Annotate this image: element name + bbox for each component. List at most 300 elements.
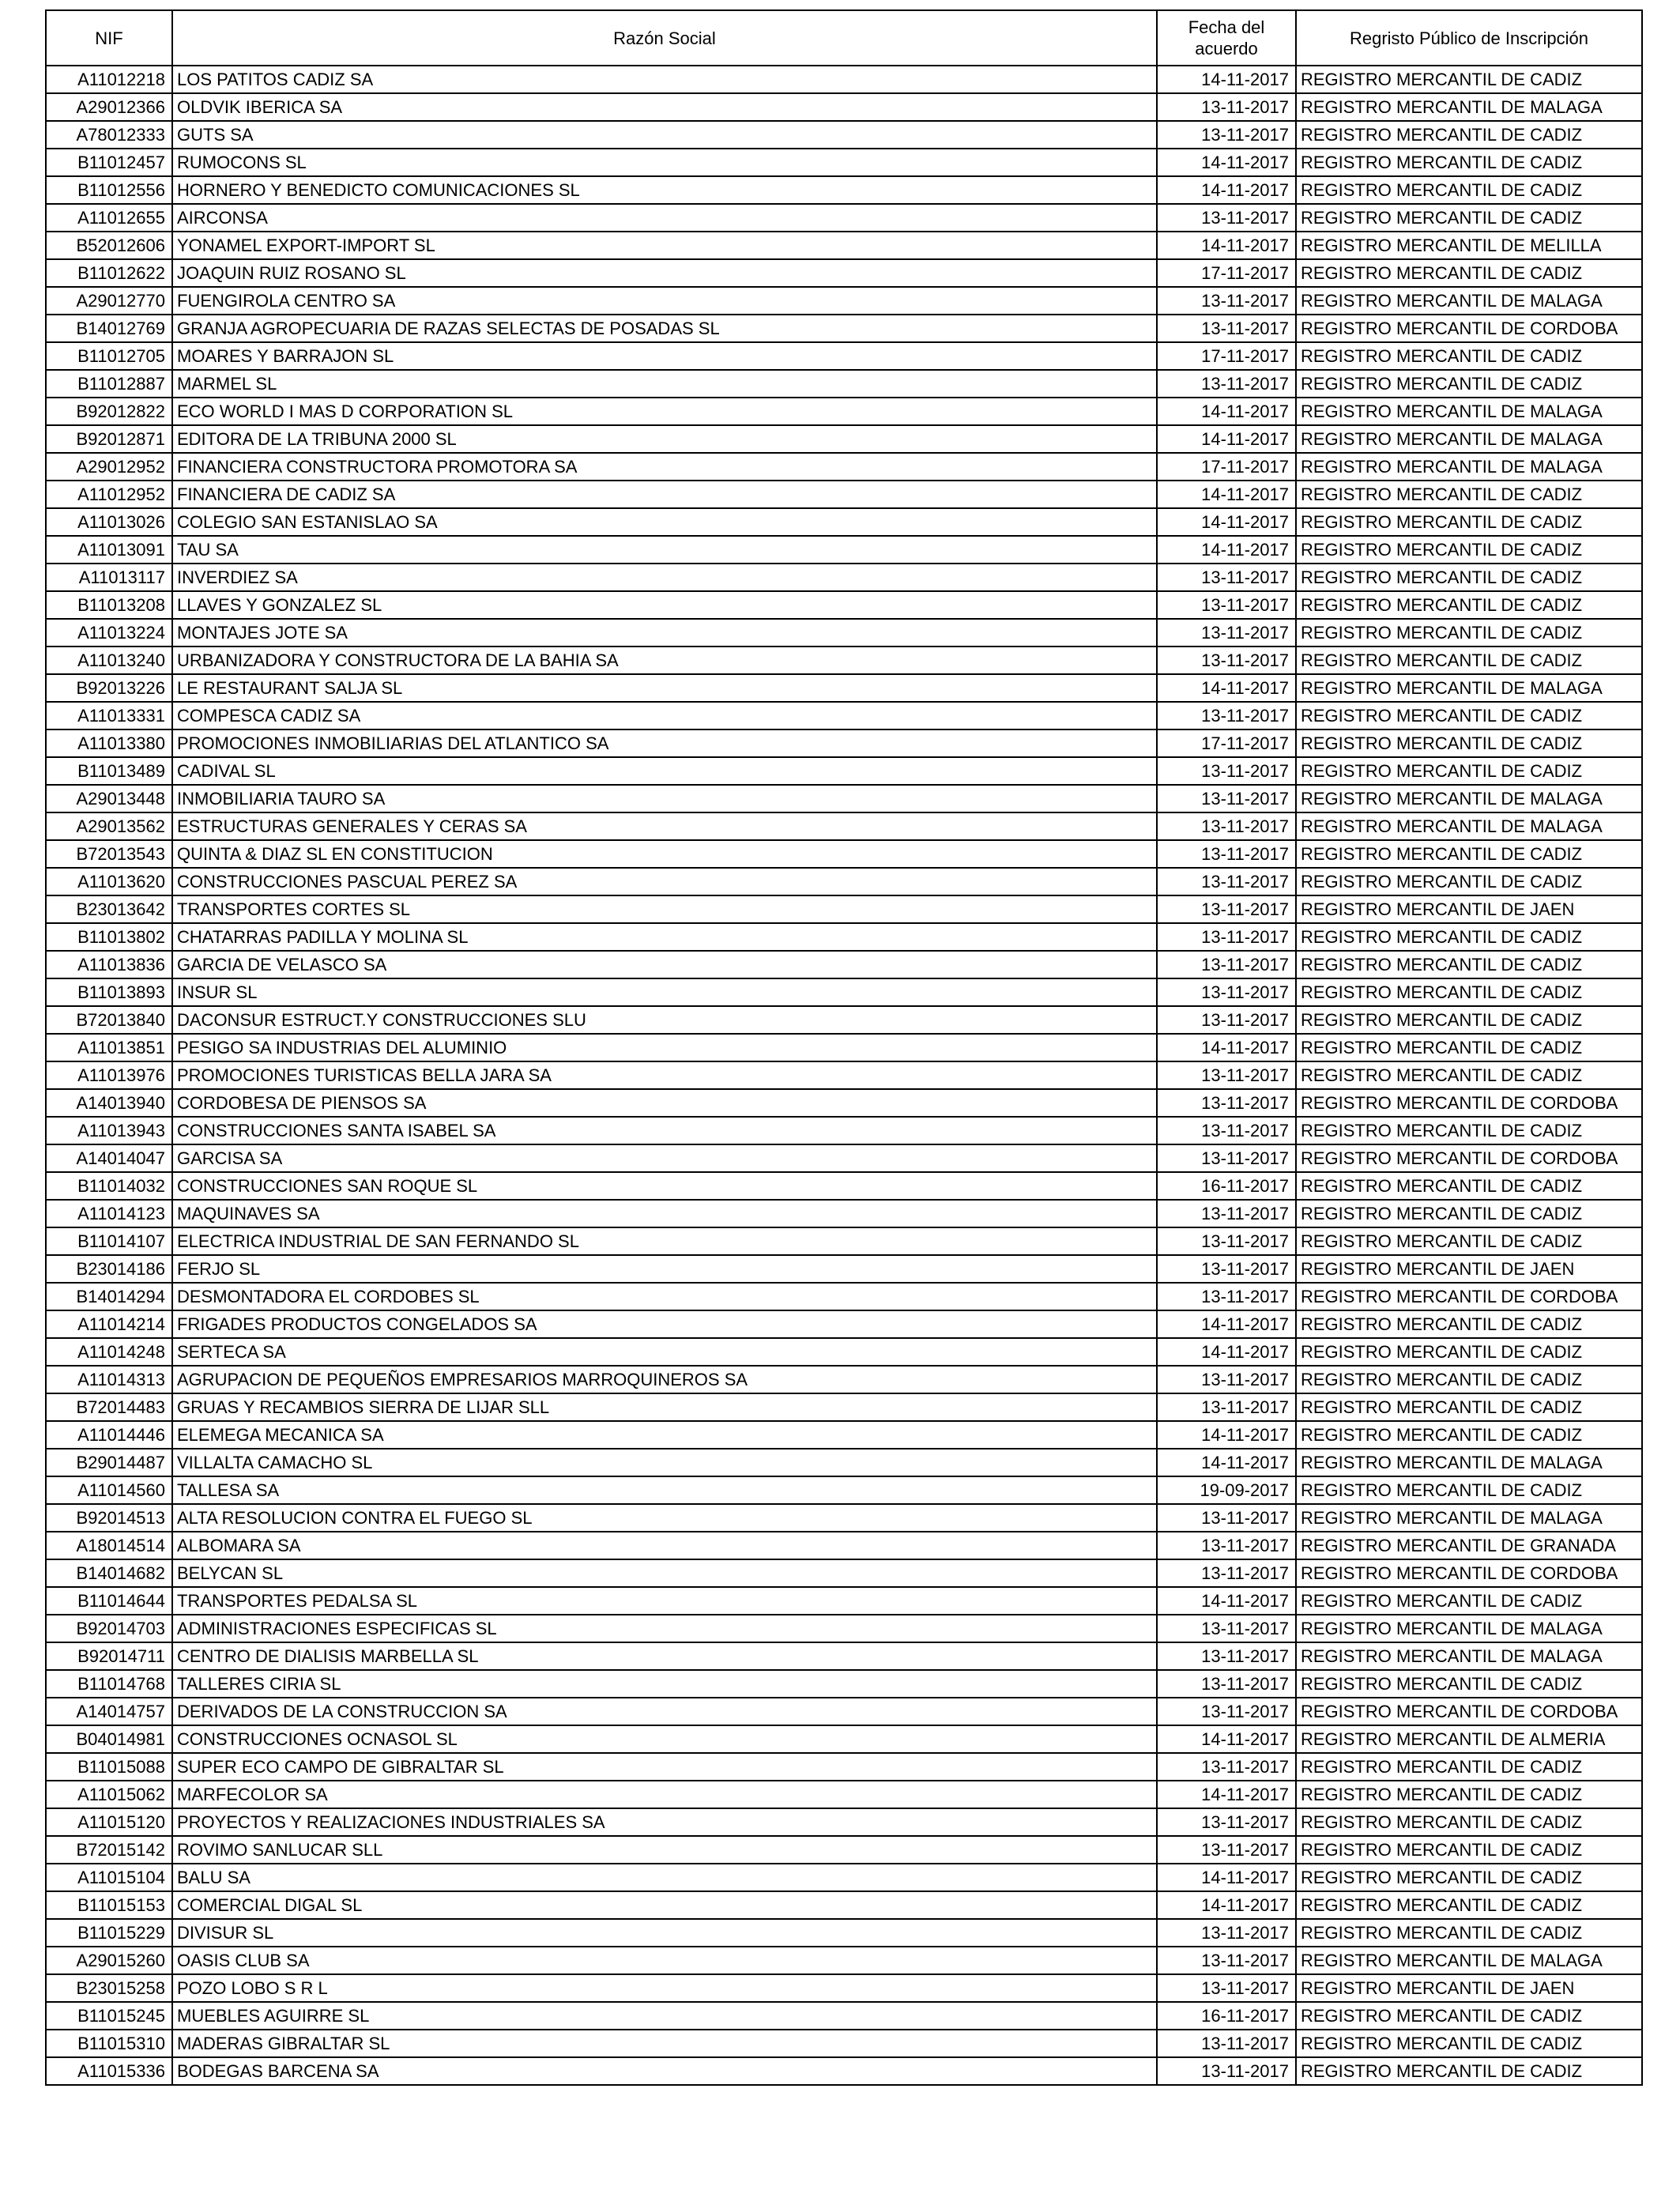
cell-fecha: 13-11-2017 bbox=[1157, 1919, 1296, 1947]
cell-nif: B11012457 bbox=[46, 149, 172, 176]
cell-fecha: 14-11-2017 bbox=[1157, 1781, 1296, 1808]
cell-nif: A11014123 bbox=[46, 1200, 172, 1227]
cell-razon-social: JOAQUIN RUIZ ROSANO SL bbox=[172, 259, 1157, 287]
cell-nif: B29014487 bbox=[46, 1449, 172, 1476]
cell-registro: REGISTRO MERCANTIL DE MALAGA bbox=[1296, 287, 1642, 315]
cell-fecha: 13-11-2017 bbox=[1157, 757, 1296, 785]
cell-nif: B11015088 bbox=[46, 1753, 172, 1781]
cell-nif: A29012952 bbox=[46, 453, 172, 481]
cell-registro: REGISTRO MERCANTIL DE CADIZ bbox=[1296, 1421, 1642, 1449]
cell-nif: B92012871 bbox=[46, 425, 172, 453]
cell-registro: REGISTRO MERCANTIL DE MALAGA bbox=[1296, 674, 1642, 702]
cell-razon-social: PESIGO SA INDUSTRIAS DEL ALUMINIO bbox=[172, 1034, 1157, 1061]
cell-registro: REGISTRO MERCANTIL DE CADIZ bbox=[1296, 591, 1642, 619]
cell-nif: B92014703 bbox=[46, 1615, 172, 1642]
cell-razon-social: DACONSUR ESTRUCT.Y CONSTRUCCIONES SLU bbox=[172, 1006, 1157, 1034]
cell-registro: REGISTRO MERCANTIL DE CADIZ bbox=[1296, 1338, 1642, 1366]
cell-registro: REGISTRO MERCANTIL DE MALAGA bbox=[1296, 453, 1642, 481]
cell-fecha: 14-11-2017 bbox=[1157, 425, 1296, 453]
table-row bbox=[46, 868, 1642, 895]
cell-fecha: 13-11-2017 bbox=[1157, 1532, 1296, 1559]
cell-razon-social: BELYCAN SL bbox=[172, 1559, 1157, 1587]
cell-razon-social: ALBOMARA SA bbox=[172, 1532, 1157, 1559]
cell-registro: REGISTRO MERCANTIL DE CADIZ bbox=[1296, 1864, 1642, 1891]
cell-fecha: 13-11-2017 bbox=[1157, 1255, 1296, 1283]
cell-fecha: 13-11-2017 bbox=[1157, 812, 1296, 840]
cell-nif: B92013226 bbox=[46, 674, 172, 702]
table-row bbox=[46, 1642, 1642, 1670]
cell-nif: A18014514 bbox=[46, 1532, 172, 1559]
cell-nif: B11013893 bbox=[46, 978, 172, 1006]
cell-fecha: 14-11-2017 bbox=[1157, 176, 1296, 204]
cell-fecha: 13-11-2017 bbox=[1157, 315, 1296, 342]
header-razon-social: Razón Social bbox=[172, 10, 1157, 66]
cell-registro: REGISTRO MERCANTIL DE CADIZ bbox=[1296, 978, 1642, 1006]
table-row bbox=[46, 674, 1642, 702]
cell-registro: REGISTRO MERCANTIL DE CADIZ bbox=[1296, 1310, 1642, 1338]
cell-nif: A11014446 bbox=[46, 1421, 172, 1449]
cell-registro: REGISTRO MERCANTIL DE MALAGA bbox=[1296, 1947, 1642, 1974]
cell-fecha: 13-11-2017 bbox=[1157, 1615, 1296, 1642]
cell-registro: REGISTRO MERCANTIL DE CADIZ bbox=[1296, 1061, 1642, 1089]
table-row bbox=[46, 1144, 1642, 1172]
cell-registro: REGISTRO MERCANTIL DE CADIZ bbox=[1296, 176, 1642, 204]
cell-registro: REGISTRO MERCANTIL DE CADIZ bbox=[1296, 2002, 1642, 2030]
cell-registro: REGISTRO MERCANTIL DE CADIZ bbox=[1296, 2057, 1642, 2085]
cell-registro: REGISTRO MERCANTIL DE CADIZ bbox=[1296, 481, 1642, 508]
cell-nif: B11014644 bbox=[46, 1587, 172, 1615]
cell-nif: B23015258 bbox=[46, 1974, 172, 2002]
table-row bbox=[46, 1698, 1642, 1725]
cell-registro: REGISTRO MERCANTIL DE MALAGA bbox=[1296, 1449, 1642, 1476]
cell-nif: A11012952 bbox=[46, 481, 172, 508]
cell-fecha: 14-11-2017 bbox=[1157, 674, 1296, 702]
cell-registro: REGISTRO MERCANTIL DE CORDOBA bbox=[1296, 315, 1642, 342]
cell-fecha: 13-11-2017 bbox=[1157, 370, 1296, 398]
cell-razon-social: MONTAJES JOTE SA bbox=[172, 619, 1157, 647]
table-row bbox=[46, 398, 1642, 425]
cell-fecha: 14-11-2017 bbox=[1157, 1725, 1296, 1753]
cell-registro: REGISTRO MERCANTIL DE CADIZ bbox=[1296, 564, 1642, 591]
cell-razon-social: FINANCIERA DE CADIZ SA bbox=[172, 481, 1157, 508]
cell-nif: A11015104 bbox=[46, 1864, 172, 1891]
cell-razon-social: TRANSPORTES PEDALSA SL bbox=[172, 1587, 1157, 1615]
company-registry-table bbox=[45, 9, 1643, 2086]
table-header bbox=[46, 10, 1642, 66]
cell-razon-social: GARCISA SA bbox=[172, 1144, 1157, 1172]
cell-fecha: 19-09-2017 bbox=[1157, 1476, 1296, 1504]
cell-razon-social: LLAVES Y GONZALEZ SL bbox=[172, 591, 1157, 619]
cell-razon-social: FRIGADES PRODUCTOS CONGELADOS SA bbox=[172, 1310, 1157, 1338]
cell-fecha: 13-11-2017 bbox=[1157, 204, 1296, 232]
cell-razon-social: ALTA RESOLUCION CONTRA EL FUEGO SL bbox=[172, 1504, 1157, 1532]
cell-razon-social: PROYECTOS Y REALIZACIONES INDUSTRIALES SA bbox=[172, 1808, 1157, 1836]
cell-fecha: 14-11-2017 bbox=[1157, 481, 1296, 508]
cell-registro: REGISTRO MERCANTIL DE MALAGA bbox=[1296, 812, 1642, 840]
cell-registro: REGISTRO MERCANTIL DE CADIZ bbox=[1296, 1034, 1642, 1061]
cell-razon-social: OASIS CLUB SA bbox=[172, 1947, 1157, 1974]
cell-nif: A11015336 bbox=[46, 2057, 172, 2085]
cell-fecha: 13-11-2017 bbox=[1157, 1642, 1296, 1670]
table-row bbox=[46, 1061, 1642, 1089]
cell-nif: B92014513 bbox=[46, 1504, 172, 1532]
cell-registro: REGISTRO MERCANTIL DE CADIZ bbox=[1296, 868, 1642, 895]
table-row bbox=[46, 729, 1642, 757]
cell-fecha: 14-11-2017 bbox=[1157, 536, 1296, 564]
cell-nif: A11012218 bbox=[46, 66, 172, 93]
table-row bbox=[46, 481, 1642, 508]
cell-fecha: 17-11-2017 bbox=[1157, 259, 1296, 287]
cell-fecha: 13-11-2017 bbox=[1157, 1808, 1296, 1836]
cell-nif: A11014214 bbox=[46, 1310, 172, 1338]
cell-razon-social: FERJO SL bbox=[172, 1255, 1157, 1283]
cell-registro: REGISTRO MERCANTIL DE CADIZ bbox=[1296, 1781, 1642, 1808]
table-row bbox=[46, 1089, 1642, 1117]
cell-nif: B11015310 bbox=[46, 2030, 172, 2057]
cell-registro: REGISTRO MERCANTIL DE JAEN bbox=[1296, 895, 1642, 923]
cell-nif: B11014032 bbox=[46, 1172, 172, 1200]
cell-fecha: 13-11-2017 bbox=[1157, 619, 1296, 647]
table-row bbox=[46, 370, 1642, 398]
cell-nif: A11013224 bbox=[46, 619, 172, 647]
cell-fecha: 13-11-2017 bbox=[1157, 1117, 1296, 1144]
cell-fecha: 14-11-2017 bbox=[1157, 1864, 1296, 1891]
cell-fecha: 13-11-2017 bbox=[1157, 287, 1296, 315]
cell-registro: REGISTRO MERCANTIL DE CADIZ bbox=[1296, 923, 1642, 951]
cell-registro: REGISTRO MERCANTIL DE JAEN bbox=[1296, 1974, 1642, 2002]
cell-fecha: 13-11-2017 bbox=[1157, 702, 1296, 729]
cell-razon-social: MAQUINAVES SA bbox=[172, 1200, 1157, 1227]
table-row bbox=[46, 149, 1642, 176]
table-row bbox=[46, 1532, 1642, 1559]
cell-nif: B72013543 bbox=[46, 840, 172, 868]
cell-fecha: 13-11-2017 bbox=[1157, 1006, 1296, 1034]
cell-nif: A11014313 bbox=[46, 1366, 172, 1393]
table-row bbox=[46, 342, 1642, 370]
cell-nif: B11014768 bbox=[46, 1670, 172, 1698]
cell-razon-social: CADIVAL SL bbox=[172, 757, 1157, 785]
cell-razon-social: SERTECA SA bbox=[172, 1338, 1157, 1366]
cell-razon-social: DIVISUR SL bbox=[172, 1919, 1157, 1947]
cell-razon-social: TALLESA SA bbox=[172, 1476, 1157, 1504]
cell-razon-social: MARMEL SL bbox=[172, 370, 1157, 398]
cell-fecha: 13-11-2017 bbox=[1157, 1504, 1296, 1532]
cell-fecha: 13-11-2017 bbox=[1157, 1366, 1296, 1393]
cell-registro: REGISTRO MERCANTIL DE CADIZ bbox=[1296, 1476, 1642, 1504]
table-row bbox=[46, 508, 1642, 536]
table-row bbox=[46, 453, 1642, 481]
table-row bbox=[46, 757, 1642, 785]
header-row bbox=[46, 10, 1642, 66]
cell-fecha: 13-11-2017 bbox=[1157, 1227, 1296, 1255]
cell-nif: A29012770 bbox=[46, 287, 172, 315]
cell-nif: A29013448 bbox=[46, 785, 172, 812]
cell-razon-social: MARFECOLOR SA bbox=[172, 1781, 1157, 1808]
cell-fecha: 14-11-2017 bbox=[1157, 1034, 1296, 1061]
table-row bbox=[46, 1034, 1642, 1061]
cell-registro: REGISTRO MERCANTIL DE CORDOBA bbox=[1296, 1089, 1642, 1117]
cell-fecha: 14-11-2017 bbox=[1157, 1421, 1296, 1449]
cell-razon-social: ROVIMO SANLUCAR SLL bbox=[172, 1836, 1157, 1864]
cell-nif: A78012333 bbox=[46, 121, 172, 149]
cell-registro: REGISTRO MERCANTIL DE CORDOBA bbox=[1296, 1144, 1642, 1172]
cell-registro: REGISTRO MERCANTIL DE CORDOBA bbox=[1296, 1283, 1642, 1310]
cell-nif: B23013642 bbox=[46, 895, 172, 923]
cell-fecha: 17-11-2017 bbox=[1157, 453, 1296, 481]
cell-registro: REGISTRO MERCANTIL DE CADIZ bbox=[1296, 1117, 1642, 1144]
table-row bbox=[46, 315, 1642, 342]
cell-nif: B14012769 bbox=[46, 315, 172, 342]
cell-razon-social: YONAMEL EXPORT-IMPORT SL bbox=[172, 232, 1157, 259]
cell-registro: REGISTRO MERCANTIL DE MALAGA bbox=[1296, 398, 1642, 425]
table-row bbox=[46, 1587, 1642, 1615]
cell-nif: B23014186 bbox=[46, 1255, 172, 1283]
cell-nif: A11013976 bbox=[46, 1061, 172, 1089]
cell-razon-social: FUENGIROLA CENTRO SA bbox=[172, 287, 1157, 315]
cell-nif: B11015245 bbox=[46, 2002, 172, 2030]
cell-razon-social: VILLALTA CAMACHO SL bbox=[172, 1449, 1157, 1476]
cell-nif: A14014757 bbox=[46, 1698, 172, 1725]
cell-razon-social: INVERDIEZ SA bbox=[172, 564, 1157, 591]
cell-nif: A11013380 bbox=[46, 729, 172, 757]
header-registro: Regristo Público de Inscripción bbox=[1296, 10, 1642, 66]
cell-nif: A29013562 bbox=[46, 812, 172, 840]
table-row bbox=[46, 176, 1642, 204]
cell-fecha: 13-11-2017 bbox=[1157, 1670, 1296, 1698]
table-row bbox=[46, 1283, 1642, 1310]
cell-razon-social: BALU SA bbox=[172, 1864, 1157, 1891]
cell-registro: REGISTRO MERCANTIL DE MELILLA bbox=[1296, 232, 1642, 259]
cell-razon-social: TAU SA bbox=[172, 536, 1157, 564]
cell-nif: B14014294 bbox=[46, 1283, 172, 1310]
table-row bbox=[46, 1255, 1642, 1283]
cell-registro: REGISTRO MERCANTIL DE CADIZ bbox=[1296, 1587, 1642, 1615]
cell-fecha: 13-11-2017 bbox=[1157, 1283, 1296, 1310]
cell-razon-social: GARCIA DE VELASCO SA bbox=[172, 951, 1157, 978]
cell-fecha: 14-11-2017 bbox=[1157, 149, 1296, 176]
cell-nif: B11012622 bbox=[46, 259, 172, 287]
cell-fecha: 13-11-2017 bbox=[1157, 785, 1296, 812]
cell-fecha: 13-11-2017 bbox=[1157, 840, 1296, 868]
cell-registro: REGISTRO MERCANTIL DE CORDOBA bbox=[1296, 1559, 1642, 1587]
cell-nif: B72015142 bbox=[46, 1836, 172, 1864]
cell-fecha: 17-11-2017 bbox=[1157, 729, 1296, 757]
cell-registro: REGISTRO MERCANTIL DE CADIZ bbox=[1296, 757, 1642, 785]
cell-razon-social: POZO LOBO S R L bbox=[172, 1974, 1157, 2002]
cell-nif: A11013620 bbox=[46, 868, 172, 895]
table-row bbox=[46, 564, 1642, 591]
cell-razon-social: MADERAS GIBRALTAR SL bbox=[172, 2030, 1157, 2057]
table-row bbox=[46, 1781, 1642, 1808]
cell-registro: REGISTRO MERCANTIL DE GRANADA bbox=[1296, 1532, 1642, 1559]
cell-razon-social: BODEGAS BARCENA SA bbox=[172, 2057, 1157, 2085]
cell-fecha: 13-11-2017 bbox=[1157, 647, 1296, 674]
cell-fecha: 13-11-2017 bbox=[1157, 1836, 1296, 1864]
cell-razon-social: CONSTRUCCIONES OCNASOL SL bbox=[172, 1725, 1157, 1753]
cell-razon-social: ADMINISTRACIONES ESPECIFICAS SL bbox=[172, 1615, 1157, 1642]
table-row bbox=[46, 1449, 1642, 1476]
cell-nif: A14014047 bbox=[46, 1144, 172, 1172]
table-row bbox=[46, 1338, 1642, 1366]
cell-registro: REGISTRO MERCANTIL DE CADIZ bbox=[1296, 702, 1642, 729]
cell-fecha: 13-11-2017 bbox=[1157, 564, 1296, 591]
cell-nif: A11014560 bbox=[46, 1476, 172, 1504]
table-row bbox=[46, 259, 1642, 287]
cell-nif: A11013091 bbox=[46, 536, 172, 564]
cell-fecha: 13-11-2017 bbox=[1157, 895, 1296, 923]
table-row bbox=[46, 93, 1642, 121]
cell-fecha: 13-11-2017 bbox=[1157, 868, 1296, 895]
cell-nif: A14013940 bbox=[46, 1089, 172, 1117]
cell-fecha: 13-11-2017 bbox=[1157, 951, 1296, 978]
cell-registro: REGISTRO MERCANTIL DE CADIZ bbox=[1296, 1227, 1642, 1255]
cell-nif: A29012366 bbox=[46, 93, 172, 121]
table-row bbox=[46, 536, 1642, 564]
cell-registro: REGISTRO MERCANTIL DE MALAGA bbox=[1296, 1642, 1642, 1670]
table-row bbox=[46, 1670, 1642, 1698]
cell-fecha: 13-11-2017 bbox=[1157, 1393, 1296, 1421]
table-row bbox=[46, 1393, 1642, 1421]
table-row bbox=[46, 978, 1642, 1006]
cell-nif: A11013851 bbox=[46, 1034, 172, 1061]
table-row bbox=[46, 1227, 1642, 1255]
cell-nif: A11013836 bbox=[46, 951, 172, 978]
table-row bbox=[46, 812, 1642, 840]
cell-nif: A29015260 bbox=[46, 1947, 172, 1974]
table-row bbox=[46, 1117, 1642, 1144]
cell-fecha: 13-11-2017 bbox=[1157, 1061, 1296, 1089]
cell-fecha: 13-11-2017 bbox=[1157, 978, 1296, 1006]
table-row bbox=[46, 951, 1642, 978]
cell-fecha: 13-11-2017 bbox=[1157, 591, 1296, 619]
table-row bbox=[46, 1366, 1642, 1393]
cell-razon-social: OLDVIK IBERICA SA bbox=[172, 93, 1157, 121]
cell-razon-social: ELEMEGA MECANICA SA bbox=[172, 1421, 1157, 1449]
table-row bbox=[46, 895, 1642, 923]
cell-registro: REGISTRO MERCANTIL DE CADIZ bbox=[1296, 1366, 1642, 1393]
cell-razon-social: MOARES Y BARRAJON SL bbox=[172, 342, 1157, 370]
table-row bbox=[46, 1559, 1642, 1587]
cell-registro: REGISTRO MERCANTIL DE CADIZ bbox=[1296, 647, 1642, 674]
cell-nif: B11014107 bbox=[46, 1227, 172, 1255]
cell-razon-social: LOS PATITOS CADIZ SA bbox=[172, 66, 1157, 93]
cell-registro: REGISTRO MERCANTIL DE CADIZ bbox=[1296, 370, 1642, 398]
cell-fecha: 17-11-2017 bbox=[1157, 342, 1296, 370]
cell-nif: B11013489 bbox=[46, 757, 172, 785]
cell-registro: REGISTRO MERCANTIL DE CADIZ bbox=[1296, 121, 1642, 149]
table-row bbox=[46, 1725, 1642, 1753]
cell-nif: B11012556 bbox=[46, 176, 172, 204]
cell-razon-social: MUEBLES AGUIRRE SL bbox=[172, 2002, 1157, 2030]
cell-razon-social: URBANIZADORA Y CONSTRUCTORA DE LA BAHIA SA bbox=[172, 647, 1157, 674]
cell-razon-social: COMPESCA CADIZ SA bbox=[172, 702, 1157, 729]
cell-razon-social: AGRUPACION DE PEQUEÑOS EMPRESARIOS MARROQUINEROS SA bbox=[172, 1366, 1157, 1393]
table-row bbox=[46, 1615, 1642, 1642]
cell-nif: B11012887 bbox=[46, 370, 172, 398]
cell-registro: REGISTRO MERCANTIL DE CADIZ bbox=[1296, 536, 1642, 564]
cell-fecha: 13-11-2017 bbox=[1157, 1559, 1296, 1587]
cell-registro: REGISTRO MERCANTIL DE CADIZ bbox=[1296, 66, 1642, 93]
table-row bbox=[46, 1919, 1642, 1947]
cell-razon-social: PROMOCIONES TURISTICAS BELLA JARA SA bbox=[172, 1061, 1157, 1089]
cell-razon-social: DESMONTADORA EL CORDOBES SL bbox=[172, 1283, 1157, 1310]
cell-nif: B72014483 bbox=[46, 1393, 172, 1421]
table-row bbox=[46, 619, 1642, 647]
table-row bbox=[46, 1974, 1642, 2002]
cell-razon-social: GRUAS Y RECAMBIOS SIERRA DE LIJAR SLL bbox=[172, 1393, 1157, 1421]
cell-registro: REGISTRO MERCANTIL DE JAEN bbox=[1296, 1255, 1642, 1283]
table-row bbox=[46, 1836, 1642, 1864]
cell-razon-social: CHATARRAS PADILLA Y MOLINA SL bbox=[172, 923, 1157, 951]
cell-nif: A11015062 bbox=[46, 1781, 172, 1808]
cell-fecha: 13-11-2017 bbox=[1157, 923, 1296, 951]
cell-nif: B11015153 bbox=[46, 1891, 172, 1919]
cell-razon-social: QUINTA & DIAZ SL EN CONSTITUCION bbox=[172, 840, 1157, 868]
cell-registro: REGISTRO MERCANTIL DE MALAGA bbox=[1296, 1615, 1642, 1642]
cell-fecha: 13-11-2017 bbox=[1157, 93, 1296, 121]
cell-fecha: 13-11-2017 bbox=[1157, 1698, 1296, 1725]
cell-nif: B72013840 bbox=[46, 1006, 172, 1034]
cell-razon-social: GRANJA AGROPECUARIA DE RAZAS SELECTAS DE POSADAS SL bbox=[172, 315, 1157, 342]
cell-fecha: 14-11-2017 bbox=[1157, 66, 1296, 93]
cell-fecha: 14-11-2017 bbox=[1157, 232, 1296, 259]
cell-razon-social: DERIVADOS DE LA CONSTRUCCION SA bbox=[172, 1698, 1157, 1725]
cell-razon-social: TRANSPORTES CORTES SL bbox=[172, 895, 1157, 923]
cell-registro: REGISTRO MERCANTIL DE CADIZ bbox=[1296, 951, 1642, 978]
cell-registro: REGISTRO MERCANTIL DE CADIZ bbox=[1296, 1393, 1642, 1421]
cell-fecha: 13-11-2017 bbox=[1157, 2057, 1296, 2085]
cell-registro: REGISTRO MERCANTIL DE CADIZ bbox=[1296, 840, 1642, 868]
table-row bbox=[46, 1504, 1642, 1532]
cell-razon-social: INMOBILIARIA TAURO SA bbox=[172, 785, 1157, 812]
cell-nif: A11013240 bbox=[46, 647, 172, 674]
cell-razon-social: PROMOCIONES INMOBILIARIAS DEL ATLANTICO SA bbox=[172, 729, 1157, 757]
table-row bbox=[46, 2030, 1642, 2057]
cell-razon-social: RUMOCONS SL bbox=[172, 149, 1157, 176]
cell-razon-social: LE RESTAURANT SALJA SL bbox=[172, 674, 1157, 702]
table-row bbox=[46, 2057, 1642, 2085]
cell-fecha: 13-11-2017 bbox=[1157, 1089, 1296, 1117]
cell-razon-social: CONSTRUCCIONES SAN ROQUE SL bbox=[172, 1172, 1157, 1200]
cell-registro: REGISTRO MERCANTIL DE CADIZ bbox=[1296, 508, 1642, 536]
cell-razon-social: CONSTRUCCIONES SANTA ISABEL SA bbox=[172, 1117, 1157, 1144]
cell-registro: REGISTRO MERCANTIL DE CADIZ bbox=[1296, 1006, 1642, 1034]
cell-nif: A11013943 bbox=[46, 1117, 172, 1144]
cell-fecha: 13-11-2017 bbox=[1157, 1753, 1296, 1781]
table-row bbox=[46, 591, 1642, 619]
cell-nif: A11013331 bbox=[46, 702, 172, 729]
cell-razon-social: ELECTRICA INDUSTRIAL DE SAN FERNANDO SL bbox=[172, 1227, 1157, 1255]
cell-nif: B11012705 bbox=[46, 342, 172, 370]
cell-fecha: 14-11-2017 bbox=[1157, 1891, 1296, 1919]
cell-razon-social: CONSTRUCCIONES PASCUAL PEREZ SA bbox=[172, 868, 1157, 895]
cell-nif: A11012655 bbox=[46, 204, 172, 232]
cell-razon-social: ESTRUCTURAS GENERALES Y CERAS SA bbox=[172, 812, 1157, 840]
cell-registro: REGISTRO MERCANTIL DE CADIZ bbox=[1296, 342, 1642, 370]
cell-nif: B11013802 bbox=[46, 923, 172, 951]
cell-registro: REGISTRO MERCANTIL DE CADIZ bbox=[1296, 1670, 1642, 1698]
table-row bbox=[46, 287, 1642, 315]
cell-razon-social: HORNERO Y BENEDICTO COMUNICACIONES SL bbox=[172, 176, 1157, 204]
table-row bbox=[46, 232, 1642, 259]
cell-fecha: 14-11-2017 bbox=[1157, 398, 1296, 425]
cell-registro: REGISTRO MERCANTIL DE CADIZ bbox=[1296, 2030, 1642, 2057]
table-row bbox=[46, 1864, 1642, 1891]
table-row bbox=[46, 66, 1642, 93]
cell-registro: REGISTRO MERCANTIL DE CADIZ bbox=[1296, 149, 1642, 176]
table-row bbox=[46, 1172, 1642, 1200]
cell-razon-social: CORDOBESA DE PIENSOS SA bbox=[172, 1089, 1157, 1117]
